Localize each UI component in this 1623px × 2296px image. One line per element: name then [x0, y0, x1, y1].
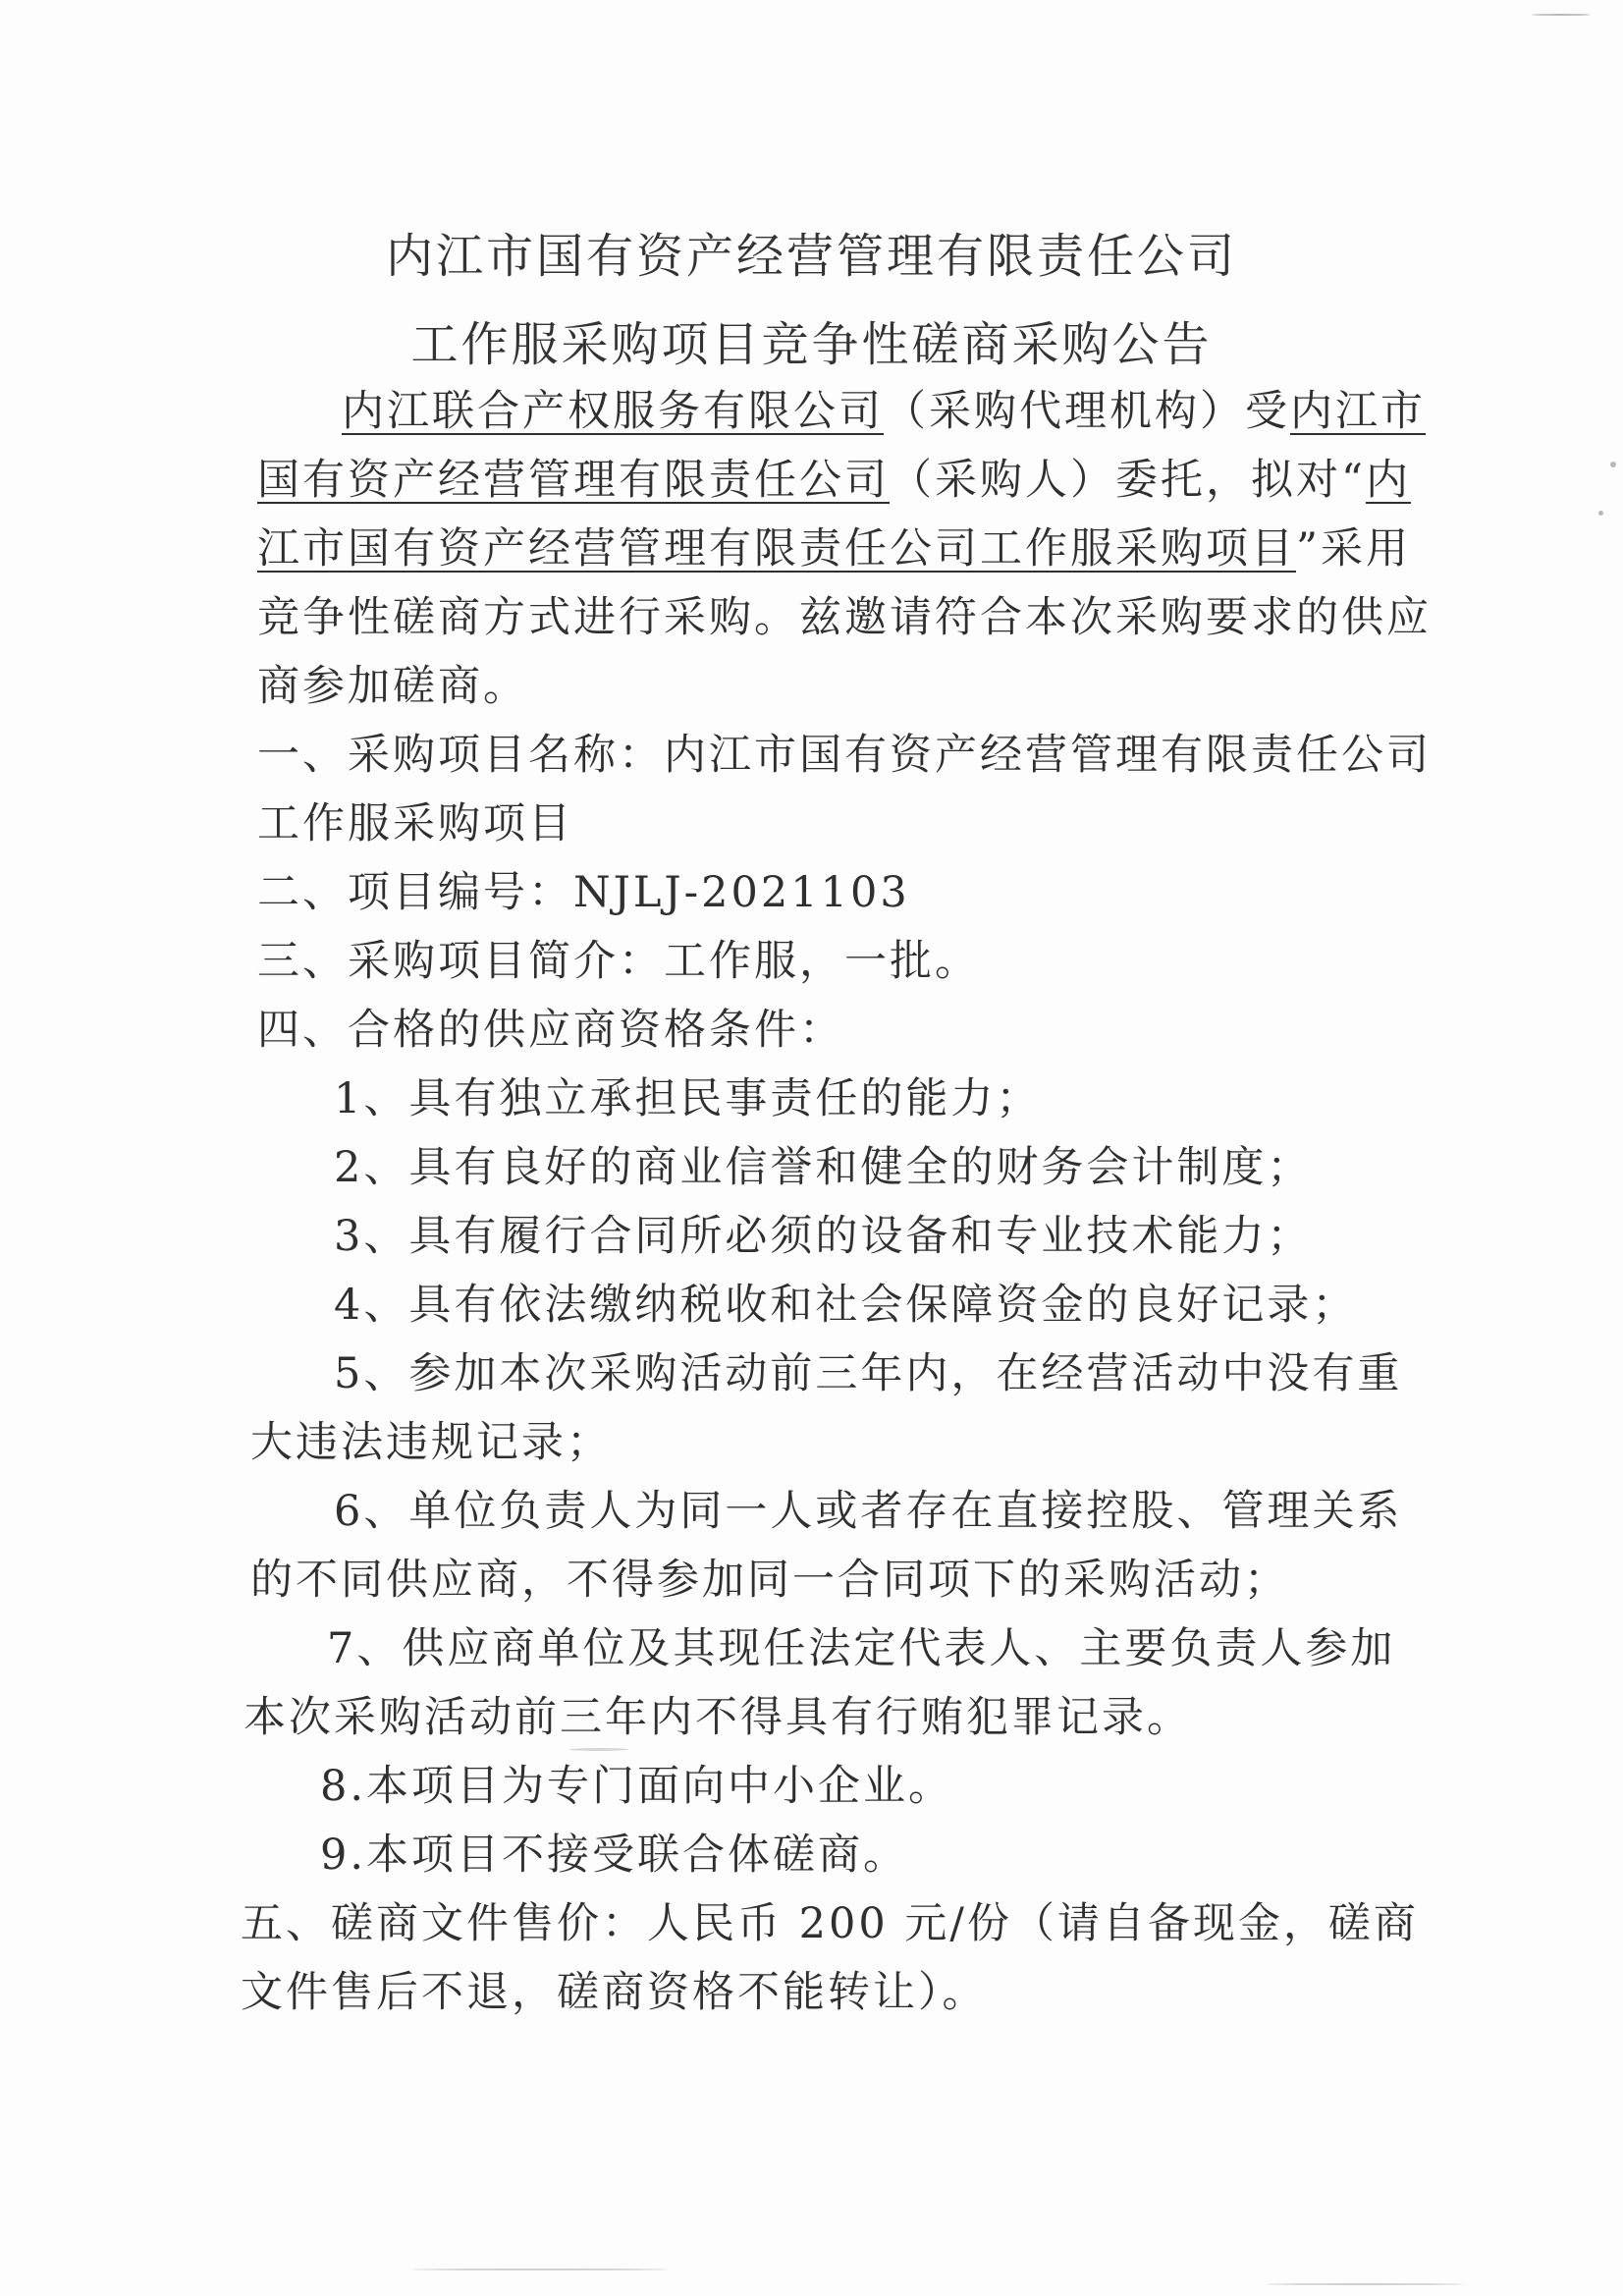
- condition-6-line-1: 6、单位负责人为同一人或者存在直接控股、管理关系: [334, 1487, 1403, 1536]
- condition-6-line-2: 的不同供应商，不得参加同一合同项下的采购活动；: [250, 1556, 1289, 1605]
- intro-line-2: [257, 456, 1411, 505]
- document-title-line-2: 工作服采购项目竞争性磋商采购公告: [410, 317, 1213, 372]
- condition-5-line-1: 5、参加本次采购活动前三年内，在经营活动中没有重: [334, 1349, 1403, 1398]
- condition-2: 2、具有良好的商业信誉和健全的财务会计制度；: [334, 1143, 1313, 1192]
- document-title-line-1: 内江市国有资产经营管理有限责任公司: [385, 229, 1237, 284]
- condition-1: 1、具有独立承担民事责任的能力；: [334, 1074, 1042, 1123]
- scan-speck: [1610, 462, 1616, 467]
- section-3-summary: 三、采购项目简介：工作服，一批。: [257, 937, 980, 986]
- buyer-name-part-2: 国有资产经营管理有限责任公司: [257, 456, 890, 505]
- scan-speck: [412, 2269, 668, 2270]
- scan-speck: [1598, 511, 1603, 516]
- section-4-heading: 四、合格的供应商资格条件：: [257, 1006, 844, 1055]
- condition-9: 9.本项目不接受联合体磋商。: [320, 1831, 909, 1880]
- condition-8: 8.本项目为专门面向中小企业。: [320, 1762, 954, 1811]
- intro-line-1: [342, 387, 1426, 436]
- intro-line-5: 商参加磋商。: [257, 662, 528, 711]
- intro-line-3-tail: ”采用: [1296, 524, 1411, 574]
- condition-5-line-2: 大违法违规记录；: [250, 1418, 612, 1467]
- project-name-part-1: 内: [1365, 456, 1411, 505]
- condition-7-line-2: 本次采购活动前三年内不得具有行贿犯罪记录。: [243, 1693, 1192, 1742]
- section-1-line-1: 一、采购项目名称：内江市国有资产经营管理有限责任公司: [257, 731, 1432, 780]
- section-1-line-2: 工作服采购项目: [257, 799, 573, 848]
- scan-speck: [569, 1748, 628, 1751]
- section-5-fee-line-2: 文件售后不退，磋商资格不能转让）。: [241, 1968, 988, 2017]
- intro-line-2-middle: （采购人）委托，拟对“: [890, 456, 1366, 505]
- section-5-fee-line-1: 五、磋商文件售价：人民币 200 元/份（请自备现金，磋商: [241, 1899, 1419, 1948]
- intro-line-3: [257, 524, 1411, 574]
- scan-speck: [1532, 14, 1591, 16]
- agency-name: 内江联合产权服务有限公司: [342, 387, 884, 436]
- buyer-name-part-1: 内江市: [1290, 387, 1426, 436]
- condition-4: 4、具有依法缴纳税收和社会保障资金的良好记录；: [334, 1281, 1358, 1330]
- condition-7-line-1: 7、供应商单位及其现任法定代表人、主要负责人参加: [327, 1624, 1396, 1673]
- section-2-project-number: 二、项目编号：NJLJ-2021103: [257, 868, 910, 917]
- scan-speck: [1267, 2283, 1463, 2285]
- project-name-part-2: 江市国有资产经营管理有限责任公司工作服采购项目: [257, 524, 1296, 574]
- intro-line-1-middle: （采购代理机构）受: [884, 387, 1290, 436]
- intro-line-4: 竞争性磋商方式进行采购。兹邀请符合本次采购要求的供应: [257, 593, 1432, 642]
- condition-3: 3、具有履行合同所必须的设备和专业技术能力；: [334, 1212, 1313, 1261]
